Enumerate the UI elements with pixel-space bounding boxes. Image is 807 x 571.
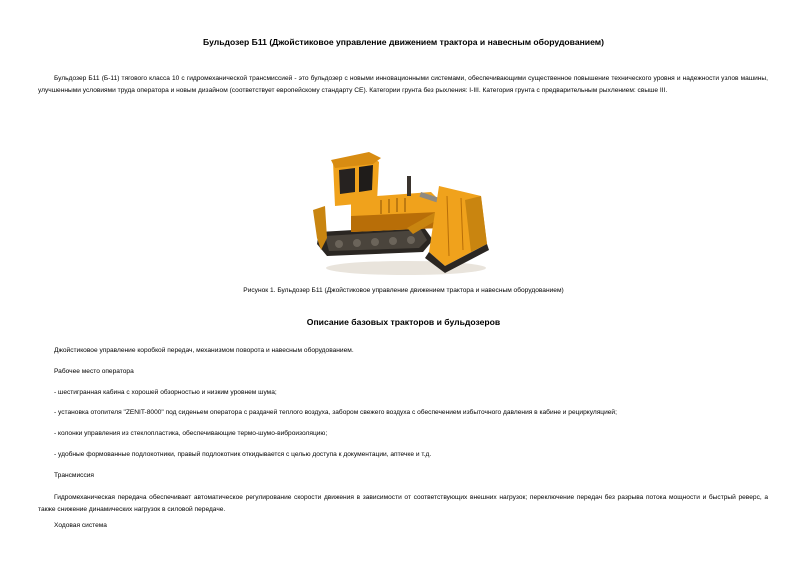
line-cab: - шестигранная кабина с хорошей обзорностью и низким уровнем шума; (54, 389, 277, 396)
figure-caption: Рисунок 1. Бульдозер Б11 (Джойстиковое управление движением трактора и навесным оборудованием) (243, 287, 564, 294)
cab-window-front (359, 165, 373, 192)
intro-paragraph: Бульдозер Б11 (Б-11) тягового класса 10 с гидромеханической трансмиссией - это бульдозер с новыми инновационными системами, обеспечивающими существенное повышение технического уровня и надежности узлов машины, улучшенными условиями труда оператора и новым дизайном (соответствует европейскому стандарту CE). Категории грунта без рыхления: I-III. Категория грунта с предварительным рыхлением: свыше III. (38, 75, 768, 94)
section-heading: Описание базовых тракторов и бульдозеров (306, 317, 501, 327)
line-workplace: Рабочее место оператора (54, 368, 134, 375)
line-columns: - колонки управления из стеклопластика, обеспечивающие термо-шумо-виброизоляцию; (54, 430, 328, 437)
cab-window-side (339, 168, 355, 194)
line-joystick: Джойстиковое управление коробкой передач, механизмом поворота и навесным оборудованием. (54, 347, 354, 354)
exhaust-pipe (407, 176, 411, 196)
line-armrests: - удобные формованные подлокотники, правый подлокотник откидывается с целью доступа к документации, аптечке и т.д. (54, 451, 432, 458)
transmission-heading: Трансмиссия (54, 472, 94, 479)
transmission-paragraph: Гидромеханическая передача обеспечивает автоматическое регулирование скорости движения в зависимости от соответствующих внешних нагрузок; переключение передач без разрыва потока мощности и быстрый реверс, а также снижение динамических нагрузок в силовой передаче. (38, 494, 768, 513)
line-heater: - установка отопителя "ZENIT-8000" под сиденьем оператора с раздачей теплого воздуха, забором свежего воздуха с обеспечением избыточного давления в кабине и рециркуляцией; (54, 409, 617, 416)
bulldozer-image (311, 140, 496, 280)
bulldozer-figure (311, 140, 496, 280)
document-title: Бульдозер Б11 (Джойстиковое управление движением трактора и навесным оборудованием) (203, 37, 604, 47)
chassis-heading: Ходовая система (54, 522, 107, 529)
